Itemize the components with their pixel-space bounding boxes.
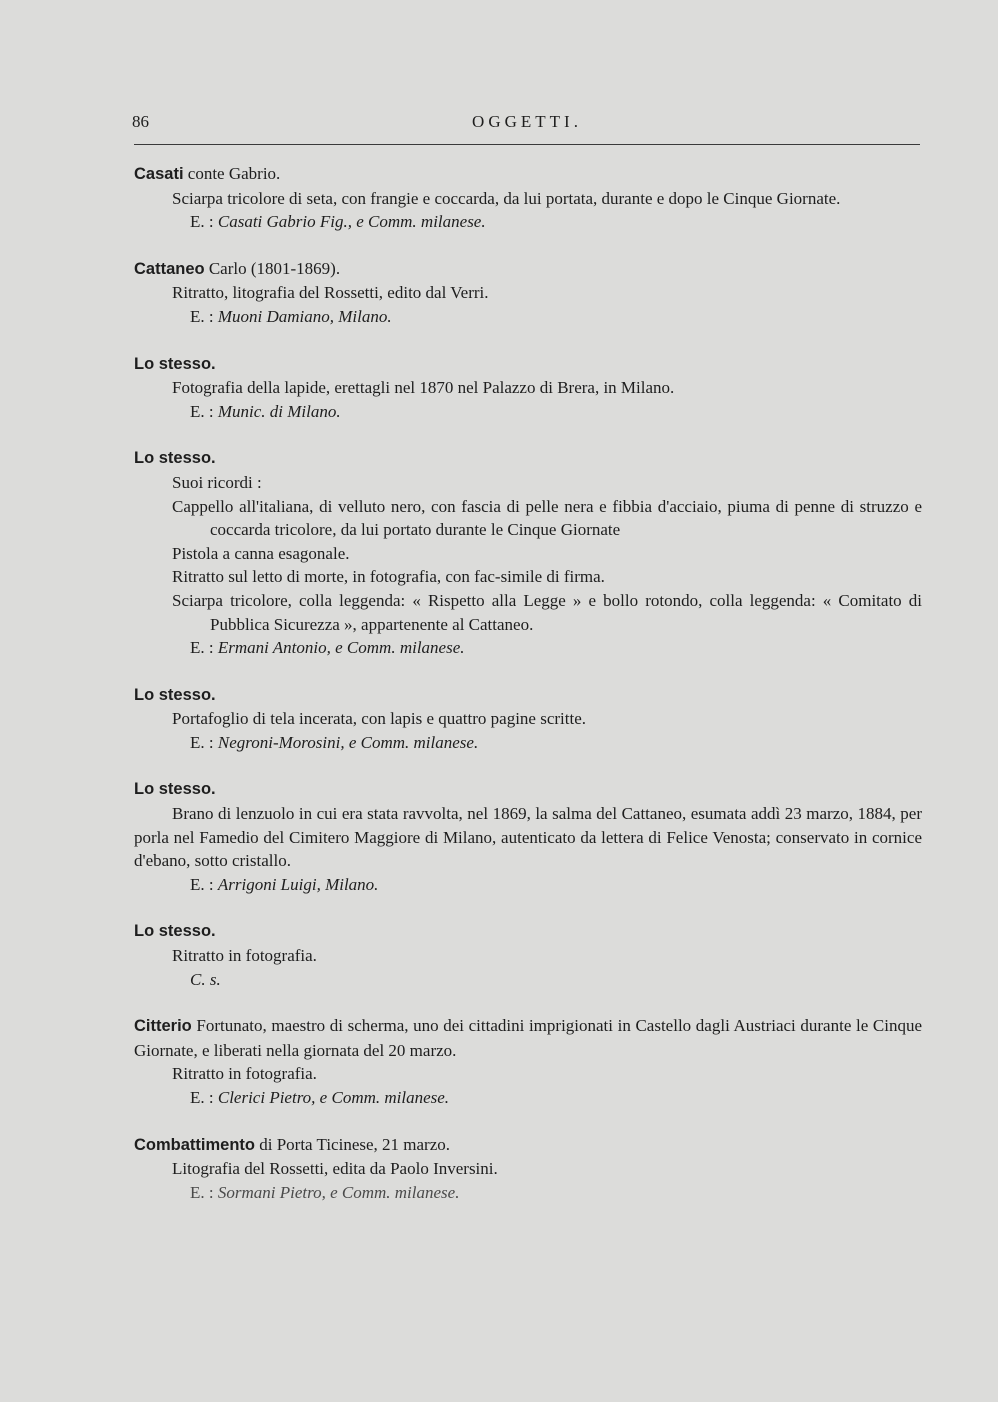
- catalog-entry: [134, 919, 922, 991]
- entry-heading: [134, 919, 922, 944]
- exhibitor-name: Clerici Pietro, e Comm. milanese.: [217, 1088, 450, 1107]
- entry-name: Citterio: [134, 1017, 192, 1036]
- entry-description: Ritratto in fotografia.: [172, 1064, 317, 1084]
- exhibitor-name: Arrigoni Luigi, Milano.: [217, 874, 379, 894]
- entry-description: Ritratto sul letto di morte, in fotografia, con fac-simile di firma.: [172, 567, 605, 587]
- exhibitor-name: Negroni-Morosini, e Comm. milanese.: [217, 732, 479, 752]
- catalog-entry: [134, 1014, 922, 1109]
- entry-heading: [134, 683, 922, 708]
- entry-heading-text: di Porta Ticinese, 21 marzo.: [255, 1134, 451, 1154]
- entry-name: Casati: [134, 165, 184, 183]
- entry-heading: [134, 1014, 922, 1062]
- entry-heading: [134, 352, 922, 377]
- entry-description: Pistola a canna esagonale.: [172, 543, 350, 563]
- entry-description: Ritratto in fotografia.: [172, 946, 317, 966]
- exhibitor-line: [134, 400, 922, 424]
- exhibitor-line: [134, 636, 922, 660]
- entry-description: Sciarpa tricolore, colla leggenda: « Rispetto alla Legge » e bollo rotondo, colla leggenda: « Comitato di Pubblica Sicurezza », appartenente al Cattaneo.: [172, 590, 922, 634]
- entry-name: Lo stesso.: [134, 780, 216, 799]
- entry-description: Fotografia della lapide, erettagli nel 1870 nel Palazzo di Brera, in Milano.: [172, 378, 675, 398]
- entry-description: Portafoglio di tela incerata, con lapis e quattro pagine scritte.: [172, 709, 586, 729]
- entry-name: Cattaneo: [134, 259, 205, 278]
- catalog-entries: [134, 162, 922, 1227]
- entry-heading: [134, 162, 922, 187]
- entry-name: Lo stesso.: [134, 354, 216, 373]
- exhibitor-name: C. s.: [190, 969, 221, 989]
- exhibitor-prefix: E. :: [190, 1088, 218, 1107]
- exhibitor-line: [134, 873, 922, 897]
- entry-heading: [134, 1133, 922, 1158]
- exhibitor-prefix: E. :: [190, 732, 218, 752]
- exhibitor-line: [134, 305, 922, 329]
- entry-name: Lo stesso.: [134, 922, 216, 941]
- page-number: 86: [132, 112, 149, 131]
- entry-name: Lo stesso.: [134, 449, 216, 468]
- entry-heading-text: Fortunato, maestro di scherma, uno dei cittadini imprigionati in Castello dagli Austriaci durante le Cinque Giornate, e liberati nella giornata del 20 marzo.: [134, 1016, 922, 1060]
- entry-name: Combattimento: [134, 1135, 255, 1154]
- exhibitor-prefix: E. :: [190, 874, 218, 894]
- entry-description: Cappello all'italiana, di velluto nero, con fascia di pelle nera e fibbia d'acciaio, piuma di penne di struzzo e coccarda tricolore, da lui portato durante le Cinque Giornate: [172, 496, 922, 540]
- entry-description: Litografia del Rossetti, edita da Paolo Inversini.: [172, 1159, 498, 1179]
- entry-description: Ritratto, litografia del Rossetti, edito dal Verri.: [172, 283, 489, 303]
- catalog-entry: [134, 257, 922, 329]
- exhibitor-name: Munic. di Milano.: [217, 401, 341, 421]
- entry-heading-text: conte Gabrio.: [183, 164, 281, 183]
- entry-heading-text: Carlo (1801-1869).: [204, 258, 341, 278]
- exhibitor-prefix: E. :: [190, 1182, 218, 1202]
- page-header: [132, 112, 922, 136]
- running-head: OGGETTI.: [472, 112, 582, 131]
- exhibitor-prefix: E. :: [190, 401, 218, 421]
- catalog-entry: [134, 162, 922, 234]
- entry-description: Brano di lenzuolo in cui era stata ravvolta, nel 1869, la salma del Cattaneo, esumata addì 23 marzo, 1884, per porla nel Famedio del Cimitero Maggiore di Milano, autenticato da lettera di Felice Venosta; conservato in cornice d'ebano, sotto cristallo.: [134, 804, 922, 871]
- catalog-entry: [134, 352, 922, 424]
- catalog-entry: [134, 1133, 922, 1205]
- entry-name: Lo stesso.: [134, 685, 216, 704]
- exhibitor-prefix: E. :: [190, 306, 218, 326]
- exhibitor-line: [134, 968, 922, 992]
- exhibitor-name: Casati Gabrio Fig., e Comm. milanese.: [217, 212, 486, 232]
- exhibitor-line: [134, 731, 922, 755]
- exhibitor-name: Sormani Pietro, e Comm. milanese.: [217, 1182, 460, 1202]
- exhibitor-line: [134, 1086, 922, 1110]
- exhibitor-name: Ermani Antonio, e Comm. milanese.: [217, 638, 465, 658]
- entry-heading: [134, 257, 922, 282]
- catalog-entry: [134, 683, 922, 755]
- exhibitor-prefix: E. :: [190, 638, 218, 658]
- entry-description: Sciarpa tricolore di seta, con frangie e coccarda, da lui portata, durante e dopo le Cinque Giornate.: [172, 188, 841, 208]
- catalog-entry: [134, 446, 922, 659]
- entry-heading: [134, 777, 922, 802]
- exhibitor-line: [134, 1181, 922, 1205]
- entry-heading: [134, 446, 922, 471]
- header-rule: [134, 144, 920, 145]
- exhibitor-line: [134, 210, 922, 234]
- exhibitor-prefix: E. :: [190, 212, 218, 232]
- catalog-entry: [134, 777, 922, 896]
- entry-intro: Suoi ricordi :: [172, 472, 262, 492]
- exhibitor-name: Muoni Damiano, Milano.: [217, 306, 392, 326]
